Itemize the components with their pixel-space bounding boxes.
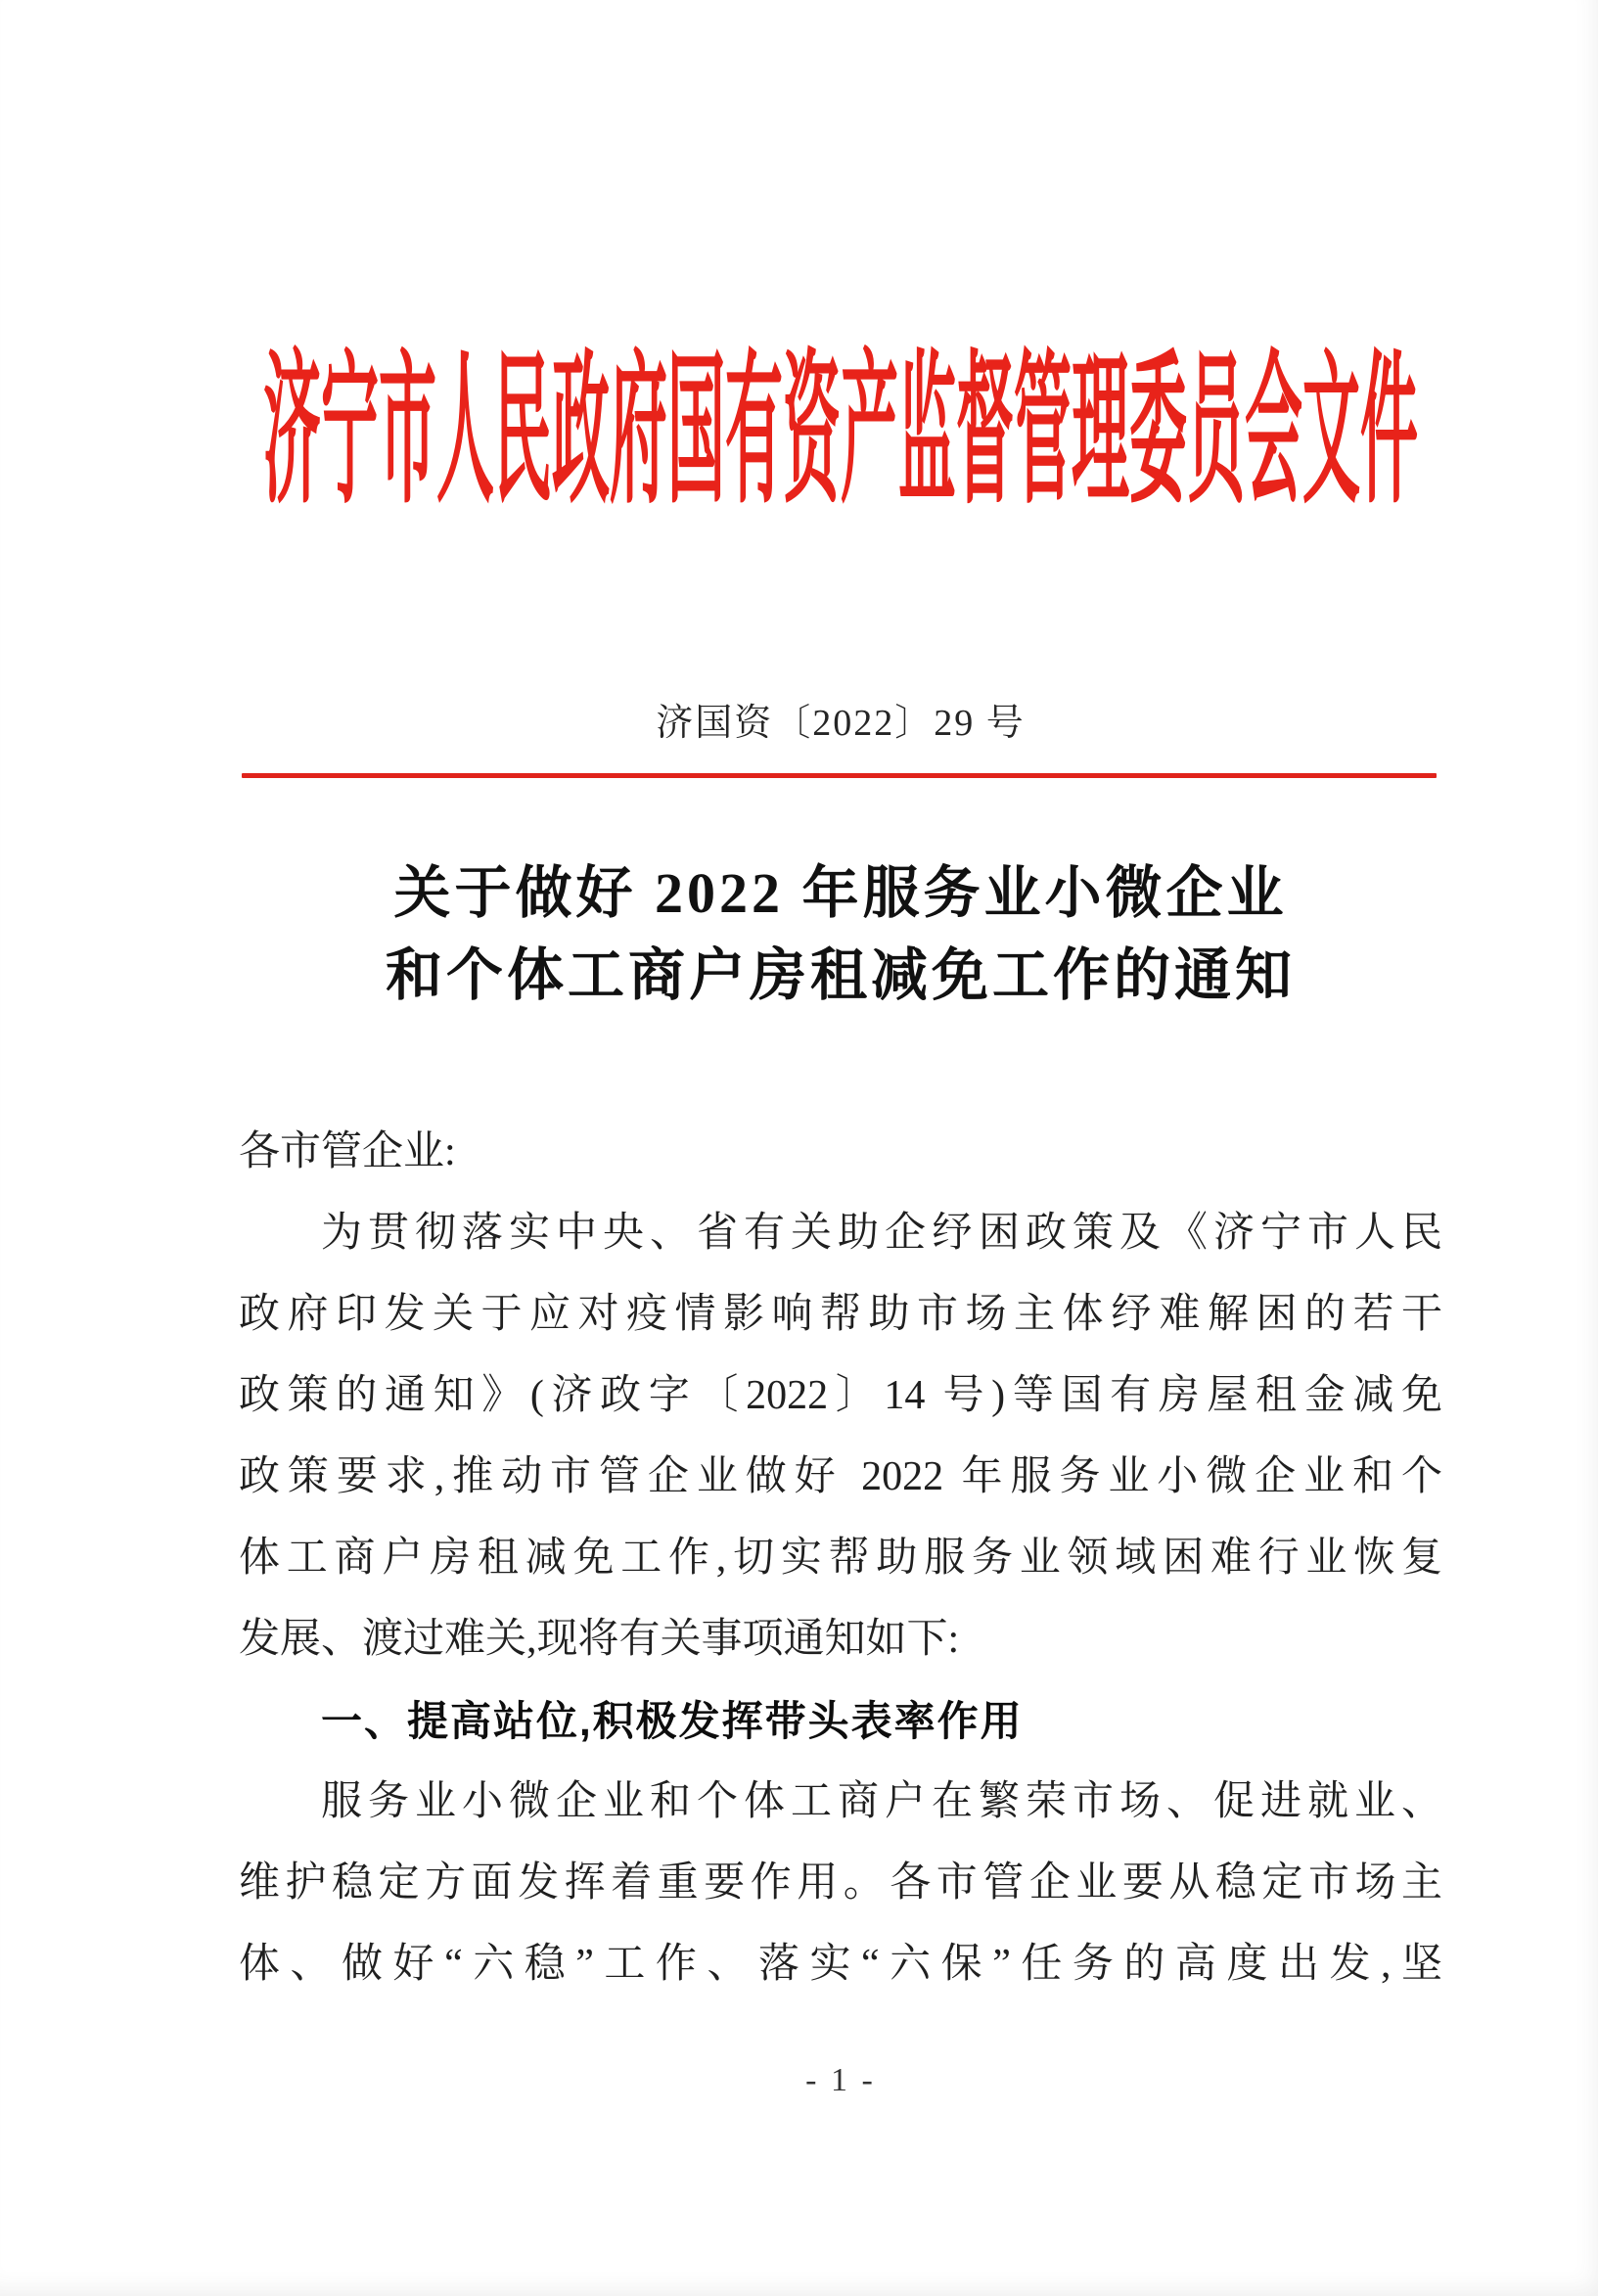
body-line: 体、做好“六稳”工作、落实“六保”任务的高度出发,坚 (239, 1942, 1442, 1987)
document-body (239, 1112, 1442, 2005)
agency-masthead (239, 339, 1442, 524)
document-title (239, 852, 1442, 1017)
body-line: 发展、渡过难关,现将有关事项通知如下: (239, 1617, 960, 1662)
body-line: 为贯彻落实中央、省有关助企纾困政策及《济宁市人民 (321, 1211, 1442, 1256)
document-title-line-2: 和个体工商户房租减免工作的通知 (385, 943, 1296, 1007)
document-reference-number: 济国资〔2022〕29 号 (656, 703, 1026, 744)
document-title-line-1: 关于做好 2022 年服务业小微企业 (393, 861, 1288, 925)
body-line: 体工商户房租减免工作,切实帮助服务业领域困难行业恢复 (239, 1536, 1442, 1581)
section-heading: 一、提高站位,积极发挥带头表率作用 (321, 1698, 1024, 1744)
agency-masthead-text: 济宁市人民政府国有资产监督管理委员会文件 (262, 339, 1418, 524)
page-number: - 1 - (805, 2062, 876, 2098)
body-line: 政策要求,推动市管企业做好 2022 年服务业小微企业和个 (239, 1454, 1442, 1499)
salutation-line: 各市管企业: (239, 1129, 456, 1174)
red-divider-line (242, 773, 1437, 778)
body-line: 政策的通知》(济政字〔2022〕14 号)等国有房屋租金减免 (239, 1373, 1442, 1418)
body-line: 服务业小微企业和个体工商户在繁荣市场、促进就业、 (321, 1779, 1442, 1824)
body-line: 维护稳定方面发挥着重要作用。各市管企业要从稳定市场主 (239, 1860, 1442, 1906)
body-line: 政府印发关于应对疫情影响帮助市场主体纾难解困的若干 (239, 1292, 1442, 1337)
